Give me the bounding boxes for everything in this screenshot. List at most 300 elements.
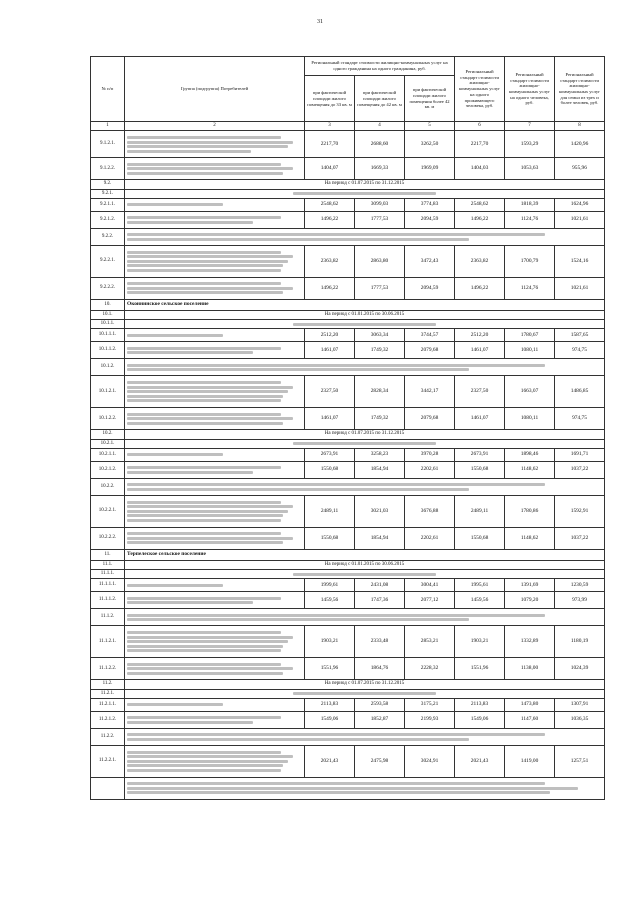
value-cell-col-3: 2673,91 xyxy=(305,448,355,461)
illegible-text-line xyxy=(127,663,281,666)
row-number: 11.2.2. xyxy=(91,728,125,745)
table-row-data xyxy=(91,211,605,228)
illegible-text-line xyxy=(127,631,281,634)
value-cell-col-5: 2228,32 xyxy=(405,658,455,680)
illegible-text-line xyxy=(127,618,469,621)
value-cell-col-6: 1459,56 xyxy=(455,592,505,609)
table-row-data xyxy=(91,342,605,359)
value-cell-col-3: 2512,20 xyxy=(305,329,355,342)
group-description xyxy=(125,527,305,549)
value-cell-col-5: 2094,59 xyxy=(405,211,455,228)
value-cell-col-8: 1230,59 xyxy=(555,579,605,592)
value-cell-col-6: 1550,68 xyxy=(455,527,505,549)
table-row-section xyxy=(91,299,605,310)
section-heading: Терпелеское сельское поселение xyxy=(125,549,605,560)
value-cell-col-4: 1777,53 xyxy=(355,277,405,299)
group-description xyxy=(125,461,305,478)
value-cell-col-4: 1854,94 xyxy=(355,461,405,478)
value-cell-col-3: 2021,43 xyxy=(305,745,355,777)
value-cell-col-3: 1461,07 xyxy=(305,408,355,430)
table-row-data xyxy=(91,245,605,277)
value-cell-col-7: 1818,39 xyxy=(505,198,555,211)
table-row-data xyxy=(91,198,605,211)
value-cell-col-5: 2202,61 xyxy=(405,461,455,478)
row-number: 9.2.2.1. xyxy=(91,245,125,277)
value-cell-col-7: 1080,11 xyxy=(505,342,555,359)
value-cell-col-5: 3004,41 xyxy=(405,579,455,592)
column-number-2: 2 xyxy=(125,122,305,131)
illegible-text-line xyxy=(127,601,253,604)
value-cell-col-7: 1148,62 xyxy=(505,527,555,549)
value-cell-col-8: 1420,96 xyxy=(555,131,605,158)
value-cell-col-6: 1903,21 xyxy=(455,626,505,658)
group-description xyxy=(125,329,305,342)
row-number: 9.1.2.1. xyxy=(91,131,125,158)
value-cell-col-5: 2202,61 xyxy=(405,527,455,549)
value-cell-col-7: 1332,89 xyxy=(505,626,555,658)
row-number: 11.2.1.2. xyxy=(91,711,125,728)
table-row-period xyxy=(91,189,605,198)
group-description xyxy=(125,626,305,658)
value-cell-col-3: 2548,62 xyxy=(305,198,355,211)
row-number: 9.1.2.2. xyxy=(91,158,125,180)
group-description xyxy=(125,245,305,277)
row-number: 11.1.1.1. xyxy=(91,579,125,592)
row-number: 11.1.2. xyxy=(91,609,125,626)
value-cell-col-8: 1024,39 xyxy=(555,658,605,680)
illegible-text-line xyxy=(127,488,469,491)
column-number-3: 3 xyxy=(305,122,355,131)
value-cell-col-5: 2077,12 xyxy=(405,592,455,609)
header-sub-2: при фактической площади жилого помещения до 42 кв. м xyxy=(355,76,405,122)
value-cell-col-5: 3676,88 xyxy=(405,495,455,527)
table-row-period xyxy=(91,680,605,689)
illegible-text-line xyxy=(127,150,251,153)
value-cell-col-6: 2548,62 xyxy=(455,198,505,211)
group-description xyxy=(125,698,305,711)
table-row-period xyxy=(91,180,605,189)
row-number: 11. xyxy=(91,549,125,560)
value-cell-col-3: 1903,21 xyxy=(305,626,355,658)
illegible-text-line xyxy=(293,573,436,576)
illegible-text-line xyxy=(127,238,469,241)
value-cell-col-7: 1663,07 xyxy=(505,376,555,408)
value-cell-col-3: 1496,22 xyxy=(305,277,355,299)
row-number: 9.2.1.2. xyxy=(91,211,125,228)
value-cell-col-8: 974,75 xyxy=(555,342,605,359)
illegible-text-line xyxy=(293,442,436,445)
value-cell-col-4: 2863,80 xyxy=(355,245,405,277)
group-description xyxy=(125,658,305,680)
illegible-text-line xyxy=(127,537,293,540)
illegible-text-line xyxy=(127,738,469,741)
value-cell-col-5: 3262,50 xyxy=(405,131,455,158)
value-cell-col-7: 1593,29 xyxy=(505,131,555,158)
note-text xyxy=(125,728,605,745)
table-row-note xyxy=(91,228,605,245)
value-cell-col-3: 1404,07 xyxy=(305,158,355,180)
period-heading xyxy=(125,320,605,329)
row-number: 10.2.2.1. xyxy=(91,495,125,527)
row-number xyxy=(91,777,125,799)
header-col-6: Региональный стандарт стоимости жилищно-коммунальных услуг на одного проживающего человека, руб. xyxy=(455,57,505,122)
illegible-text-line xyxy=(127,501,281,504)
value-cell-col-4: 2431,08 xyxy=(355,579,405,592)
illegible-text-line xyxy=(127,716,281,719)
value-cell-col-6: 2217,70 xyxy=(455,131,505,158)
section-heading: Оконнинское сельское поселение xyxy=(125,299,605,310)
illegible-text-line xyxy=(127,368,469,371)
table-body xyxy=(91,57,605,800)
note-text xyxy=(125,359,605,376)
illegible-text-line xyxy=(127,672,283,675)
table-row-period xyxy=(91,570,605,579)
value-cell-col-5: 3442,17 xyxy=(405,376,455,408)
value-cell-col-7: 1138,00 xyxy=(505,658,555,680)
value-cell-col-8: 1486,85 xyxy=(555,376,605,408)
value-cell-col-8: 1021,61 xyxy=(555,211,605,228)
value-cell-col-4: 1852,87 xyxy=(355,711,405,728)
value-cell-col-7: 1147,60 xyxy=(505,711,555,728)
value-cell-col-5: 3744,57 xyxy=(405,329,455,342)
illegible-text-line xyxy=(127,483,545,486)
value-cell-col-5: 3774,83 xyxy=(405,198,455,211)
table-row-data xyxy=(91,277,605,299)
value-cell-col-5: 3024,91 xyxy=(405,745,455,777)
value-cell-col-4: 2828,34 xyxy=(355,376,405,408)
value-cell-col-8: 974,75 xyxy=(555,408,605,430)
illegible-text-line xyxy=(127,291,283,294)
table-row-data xyxy=(91,711,605,728)
value-cell-col-4: 1749,32 xyxy=(355,408,405,430)
table-row-data xyxy=(91,448,605,461)
illegible-text-line xyxy=(293,692,436,695)
group-description xyxy=(125,711,305,728)
group-description xyxy=(125,211,305,228)
table-row-note xyxy=(91,609,605,626)
value-cell-col-3: 1459,56 xyxy=(305,592,355,609)
value-cell-col-3: 1549,06 xyxy=(305,711,355,728)
value-cell-col-7: 1473,80 xyxy=(505,698,555,711)
row-number: 11.2.2.1. xyxy=(91,745,125,777)
illegible-text-line xyxy=(127,417,293,420)
value-cell-col-3: 1551,96 xyxy=(305,658,355,680)
period-heading xyxy=(125,689,605,698)
period-heading xyxy=(125,439,605,448)
value-cell-col-4: 2593,58 xyxy=(355,698,405,711)
value-cell-col-8: 1592,91 xyxy=(555,495,605,527)
value-cell-col-6: 1461,07 xyxy=(455,408,505,430)
period-heading: На период с 01.07.2015 по 31.12.2015 xyxy=(125,180,605,189)
value-cell-col-7: 1080,11 xyxy=(505,408,555,430)
value-cell-col-5: 2853,21 xyxy=(405,626,455,658)
value-cell-col-5: 1969,09 xyxy=(405,158,455,180)
row-number: 10.2.1. xyxy=(91,439,125,448)
note-text xyxy=(125,609,605,626)
value-cell-col-3: 2489,11 xyxy=(305,495,355,527)
value-cell-col-6: 2113,83 xyxy=(455,698,505,711)
illegible-text-line xyxy=(127,755,293,758)
value-cell-col-3: 2363,82 xyxy=(305,245,355,277)
value-cell-col-3: 1550,68 xyxy=(305,527,355,549)
value-cell-col-5: 2079,68 xyxy=(405,342,455,359)
illegible-text-line xyxy=(127,645,283,648)
row-number: 10. xyxy=(91,299,125,310)
value-cell-col-8: 1180,19 xyxy=(555,626,605,658)
value-cell-col-6: 1549,06 xyxy=(455,711,505,728)
row-number: 10.2.2. xyxy=(91,478,125,495)
value-cell-col-6: 2021,43 xyxy=(455,745,505,777)
illegible-text-line xyxy=(127,347,281,350)
illegible-text-line xyxy=(127,782,545,785)
value-cell-col-5: 3175,21 xyxy=(405,698,455,711)
group-description xyxy=(125,376,305,408)
illegible-text-line xyxy=(127,203,223,206)
value-cell-col-6: 1550,68 xyxy=(455,461,505,478)
header-col-8: Региональный стандарт стоимости жилищно-коммунальных услуг для семьи из трех и более человек, руб. xyxy=(555,57,605,122)
group-description xyxy=(125,131,305,158)
value-cell-col-6: 1995,61 xyxy=(455,579,505,592)
table-row-period xyxy=(91,439,605,448)
column-number-4: 4 xyxy=(355,122,405,131)
row-number: 9.2.1.1. xyxy=(91,198,125,211)
value-cell-col-7: 1419,00 xyxy=(505,745,555,777)
value-cell-col-3: 2217,70 xyxy=(305,131,355,158)
value-cell-col-8: 1587,65 xyxy=(555,329,605,342)
illegible-text-line xyxy=(127,386,293,389)
table-row-data xyxy=(91,698,605,711)
table-row-period xyxy=(91,430,605,439)
column-number-1: 1 xyxy=(91,122,125,131)
illegible-text-line xyxy=(127,791,550,794)
note-text xyxy=(125,228,605,245)
group-description xyxy=(125,408,305,430)
value-cell-col-6: 2512,20 xyxy=(455,329,505,342)
illegible-text-line xyxy=(127,640,288,643)
value-cell-col-3: 2327,50 xyxy=(305,376,355,408)
value-cell-col-4: 1747,36 xyxy=(355,592,405,609)
table-row-data xyxy=(91,579,605,592)
value-cell-col-4: 1669,33 xyxy=(355,158,405,180)
value-cell-col-4: 2333,48 xyxy=(355,626,405,658)
tariff-table xyxy=(90,56,605,800)
group-description xyxy=(125,592,305,609)
value-cell-col-7: 1391,69 xyxy=(505,579,555,592)
period-heading xyxy=(125,189,605,198)
row-number: 10.1.2. xyxy=(91,359,125,376)
illegible-text-line xyxy=(127,233,545,236)
value-cell-col-6: 2489,11 xyxy=(455,495,505,527)
value-cell-col-8: 1624,96 xyxy=(555,198,605,211)
illegible-text-line xyxy=(127,381,281,384)
header-regional-std: Региональный стандарт стоимости жилищно-коммунальных услуг на одного гражданина на одного гражданина, руб. xyxy=(305,57,455,76)
illegible-text-line xyxy=(127,614,545,617)
row-number: 11.2.1. xyxy=(91,689,125,698)
row-number: 10.1.2.2. xyxy=(91,408,125,430)
row-number: 9.2.2. xyxy=(91,228,125,245)
illegible-text-line xyxy=(127,541,283,544)
illegible-text-line xyxy=(127,769,281,772)
illegible-text-line xyxy=(127,787,578,790)
value-cell-col-6: 1461,07 xyxy=(455,342,505,359)
illegible-text-line xyxy=(127,364,545,367)
period-heading: На период с 01.01.2015 по 30.06.2015 xyxy=(125,310,605,319)
header-num: № п/п xyxy=(91,57,125,122)
table-row-data xyxy=(91,495,605,527)
illegible-text-line xyxy=(127,532,281,535)
row-number: 9.2.2.2. xyxy=(91,277,125,299)
column-number-row xyxy=(91,122,605,131)
value-cell-col-6: 2363,82 xyxy=(455,245,505,277)
value-cell-col-6: 2327,50 xyxy=(455,376,505,408)
value-cell-col-4: 1864,76 xyxy=(355,658,405,680)
value-cell-col-8: 1037,22 xyxy=(555,461,605,478)
value-cell-col-4: 1777,53 xyxy=(355,211,405,228)
illegible-text-line xyxy=(127,264,283,267)
group-description xyxy=(125,277,305,299)
illegible-text-line xyxy=(127,287,293,290)
value-cell-col-7: 1079,20 xyxy=(505,592,555,609)
table-row-period xyxy=(91,689,605,698)
value-cell-col-5: 3472,43 xyxy=(405,245,455,277)
value-cell-col-8: 1307,91 xyxy=(555,698,605,711)
value-cell-col-8: 973,99 xyxy=(555,592,605,609)
table-row-data xyxy=(91,658,605,680)
table-row-period xyxy=(91,560,605,569)
value-cell-col-3: 1496,22 xyxy=(305,211,355,228)
illegible-text-line xyxy=(127,390,288,393)
table-row-note xyxy=(91,359,605,376)
value-cell-col-8: 1257,51 xyxy=(555,745,605,777)
value-cell-col-8: 1021,61 xyxy=(555,277,605,299)
illegible-text-line xyxy=(127,649,281,652)
row-number: 10.1.1. xyxy=(91,320,125,329)
value-cell-col-6: 1496,22 xyxy=(455,277,505,299)
group-description xyxy=(125,448,305,461)
illegible-text-line xyxy=(127,221,253,224)
illegible-text-line xyxy=(127,255,293,258)
illegible-text-line xyxy=(127,399,281,402)
row-number: 10.2. xyxy=(91,430,125,439)
illegible-text-line xyxy=(127,733,545,736)
value-cell-col-8: 1691,71 xyxy=(555,448,605,461)
illegible-text-line xyxy=(127,471,253,474)
illegible-text-line xyxy=(127,141,293,144)
illegible-text-line xyxy=(127,764,283,767)
header-row-1 xyxy=(91,57,605,76)
column-number-7: 7 xyxy=(505,122,555,131)
row-number: 11.1. xyxy=(91,560,125,569)
illegible-text-line xyxy=(293,323,436,326)
row-number: 10.1.1.2. xyxy=(91,342,125,359)
value-cell-col-8: 1036,35 xyxy=(555,711,605,728)
illegible-text-line xyxy=(127,597,281,600)
row-number: 9.2. xyxy=(91,180,125,189)
table-row-period xyxy=(91,310,605,319)
illegible-text-line xyxy=(127,163,281,166)
period-heading: На период с 01.07.2015 по 31.12.2015 xyxy=(125,430,605,439)
illegible-text-line xyxy=(127,395,283,398)
illegible-text-line xyxy=(127,269,281,272)
period-heading: На период с 01.01.2015 по 30.06.2015 xyxy=(125,560,605,569)
table-row-data xyxy=(91,376,605,408)
value-cell-col-5: 2094,59 xyxy=(405,277,455,299)
illegible-text-line xyxy=(127,167,293,170)
illegible-text-line xyxy=(127,519,281,522)
table-row-data xyxy=(91,461,605,478)
group-description xyxy=(125,745,305,777)
value-cell-col-7: 1124,76 xyxy=(505,277,555,299)
group-description xyxy=(125,198,305,211)
value-cell-col-5: 3970,28 xyxy=(405,448,455,461)
value-cell-col-3: 2113,83 xyxy=(305,698,355,711)
illegible-text-line xyxy=(127,703,223,706)
value-cell-col-4: 3063,34 xyxy=(355,329,405,342)
value-cell-col-7: 1780,86 xyxy=(505,495,555,527)
illegible-text-line xyxy=(127,351,253,354)
value-cell-col-5: 2199,93 xyxy=(405,711,455,728)
group-description xyxy=(125,342,305,359)
group-description xyxy=(125,579,305,592)
table-row-data xyxy=(91,131,605,158)
value-cell-col-5: 2079,68 xyxy=(405,408,455,430)
period-heading: На период с 01.07.2015 по 31.12.2015 xyxy=(125,680,605,689)
row-number: 10.2.1.1. xyxy=(91,448,125,461)
period-heading xyxy=(125,570,605,579)
group-description xyxy=(125,158,305,180)
illegible-text-line xyxy=(127,282,281,285)
row-number: 10.1.2.1. xyxy=(91,376,125,408)
header-col-7: Региональный стандарт стоимости жилищно-коммунальных услуг на одного человека, руб. xyxy=(505,57,555,122)
header-sub-3: при фактической площади жилого помещения более 42 кв. м xyxy=(405,76,455,122)
value-cell-col-4: 1749,32 xyxy=(355,342,405,359)
illegible-text-line xyxy=(127,251,281,254)
value-cell-col-4: 2475,98 xyxy=(355,745,405,777)
row-number: 11.2. xyxy=(91,680,125,689)
illegible-text-line xyxy=(127,466,281,469)
note-text xyxy=(125,478,605,495)
illegible-text-line xyxy=(293,192,436,195)
value-cell-col-4: 3021,03 xyxy=(355,495,405,527)
table-row-note xyxy=(91,728,605,745)
value-cell-col-7: 1148,62 xyxy=(505,461,555,478)
table-row-section xyxy=(91,549,605,560)
row-number: 9.2.1. xyxy=(91,189,125,198)
value-cell-col-8: 955,96 xyxy=(555,158,605,180)
group-description xyxy=(125,495,305,527)
table-row-data xyxy=(91,626,605,658)
illegible-text-line xyxy=(127,172,283,175)
header-group: Группа (подгруппа) Потребителей xyxy=(125,57,305,122)
illegible-text-line xyxy=(127,453,223,456)
table-row-data xyxy=(91,408,605,430)
value-cell-col-7: 1780,67 xyxy=(505,329,555,342)
illegible-text-line xyxy=(127,422,283,425)
value-cell-col-7: 1124,76 xyxy=(505,211,555,228)
illegible-text-line xyxy=(127,505,293,508)
value-cell-col-3: 1999,61 xyxy=(305,579,355,592)
illegible-text-line xyxy=(127,216,281,219)
illegible-text-line xyxy=(127,334,223,337)
table-row-data xyxy=(91,592,605,609)
value-cell-col-7: 1898,46 xyxy=(505,448,555,461)
table-row-data xyxy=(91,329,605,342)
table-row-note xyxy=(91,478,605,495)
row-number: 10.2.2.2. xyxy=(91,527,125,549)
page-number: 31 xyxy=(317,19,323,25)
illegible-text-line xyxy=(127,667,293,670)
illegible-text-line xyxy=(127,413,281,416)
